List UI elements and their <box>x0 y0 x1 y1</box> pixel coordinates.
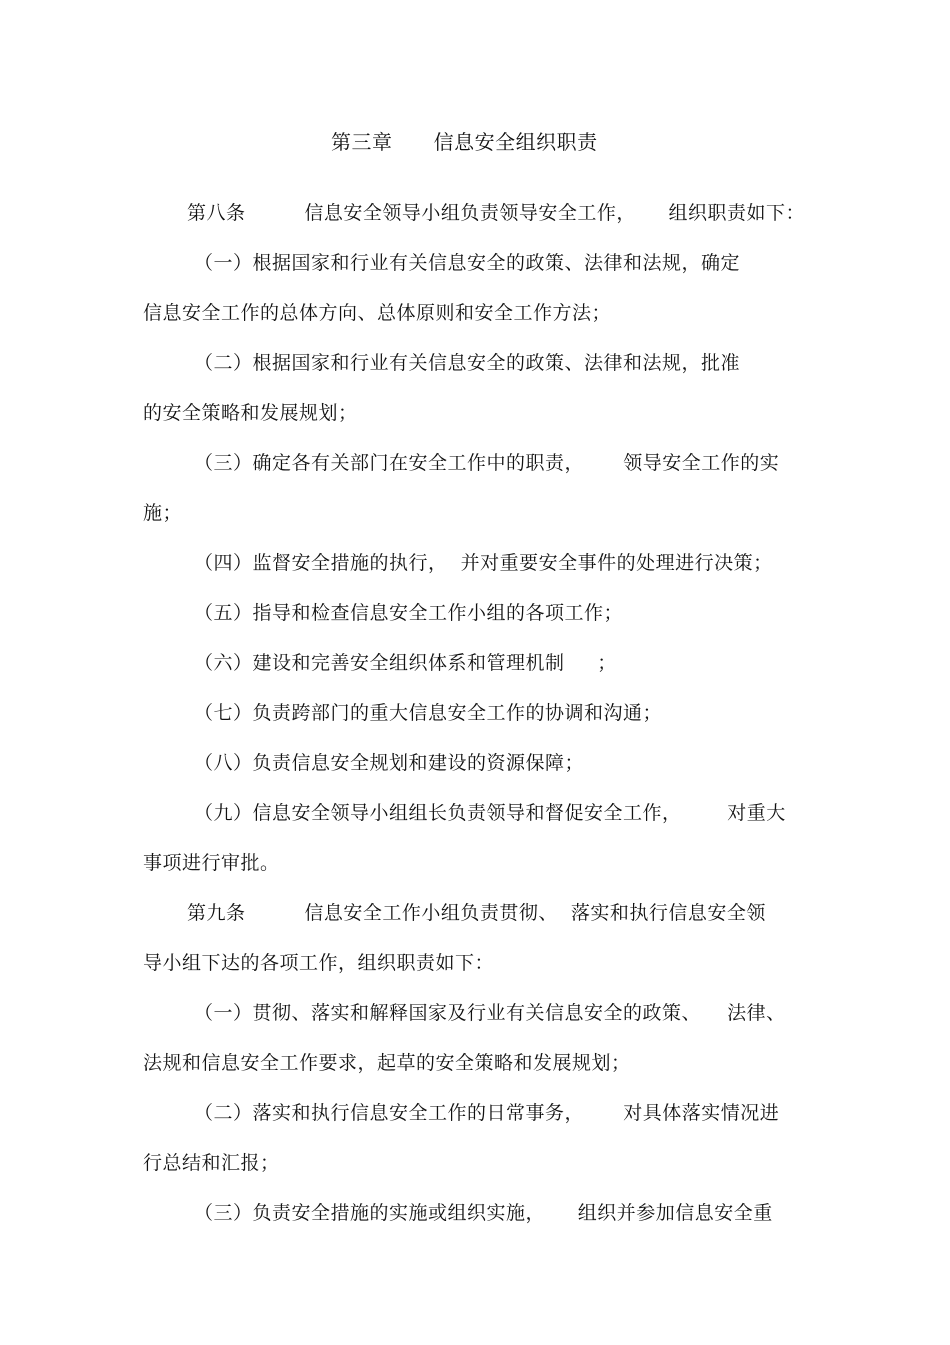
paragraph-line: （三）负责安全措施的实施或组织实施， 组织并参加信息安全重 <box>194 1202 773 1224</box>
paragraph-line: 行总结和汇报； <box>143 1152 280 1174</box>
paragraph-line: （五）指导和检查信息安全工作小组的各项工作； <box>194 602 624 624</box>
paragraph-line: （八）负责信息安全规划和建设的资源保障； <box>194 752 585 774</box>
paragraph-line: （二）根据国家和行业有关信息安全的政策、法律和法规，批准 <box>194 352 741 374</box>
paragraph-line: （一）贯彻、落实和解释国家及行业有关信息安全的政策、 法律、 <box>194 1002 786 1024</box>
paragraph-line: （七）负责跨部门的重大信息安全工作的协调和沟通； <box>194 702 663 724</box>
paragraph-line: 法规和信息安全工作要求，起草的安全策略和发展规划； <box>143 1052 631 1074</box>
paragraph-line: 导小组下达的各项工作，组织职责如下： <box>143 952 495 974</box>
article-9-heading: 第九条 信息安全工作小组负责贯彻、 落实和执行信息安全领 <box>187 902 766 924</box>
paragraph-line: （三）确定各有关部门在安全工作中的职责， 领导安全工作的实 <box>194 452 780 474</box>
paragraph-line: 施； <box>143 502 183 524</box>
paragraph-line: 信息安全工作的总体方向、总体原则和安全工作方法； <box>143 302 612 324</box>
paragraph-line: （六）建设和完善安全组织体系和管理机制 ； <box>194 652 617 674</box>
chapter-title: 第三章 信息安全组织职责 <box>331 130 598 154</box>
paragraph-line: （四）监督安全措施的执行， 并对重要安全事件的处理进行决策； <box>194 552 773 574</box>
paragraph-line: 的安全策略和发展规划； <box>143 402 358 424</box>
article-8-heading: 第八条 信息安全领导小组负责领导安全工作， 组织职责如下： <box>187 202 806 224</box>
paragraph-line: 事项进行审批。 <box>143 852 280 874</box>
paragraph-line: （二）落实和执行信息安全工作的日常事务， 对具体落实情况进 <box>194 1102 780 1124</box>
paragraph-line: （一）根据国家和行业有关信息安全的政策、法律和法规，确定 <box>194 252 741 274</box>
paragraph-line: （九）信息安全领导小组组长负责领导和督促安全工作， 对重大 <box>194 802 786 824</box>
